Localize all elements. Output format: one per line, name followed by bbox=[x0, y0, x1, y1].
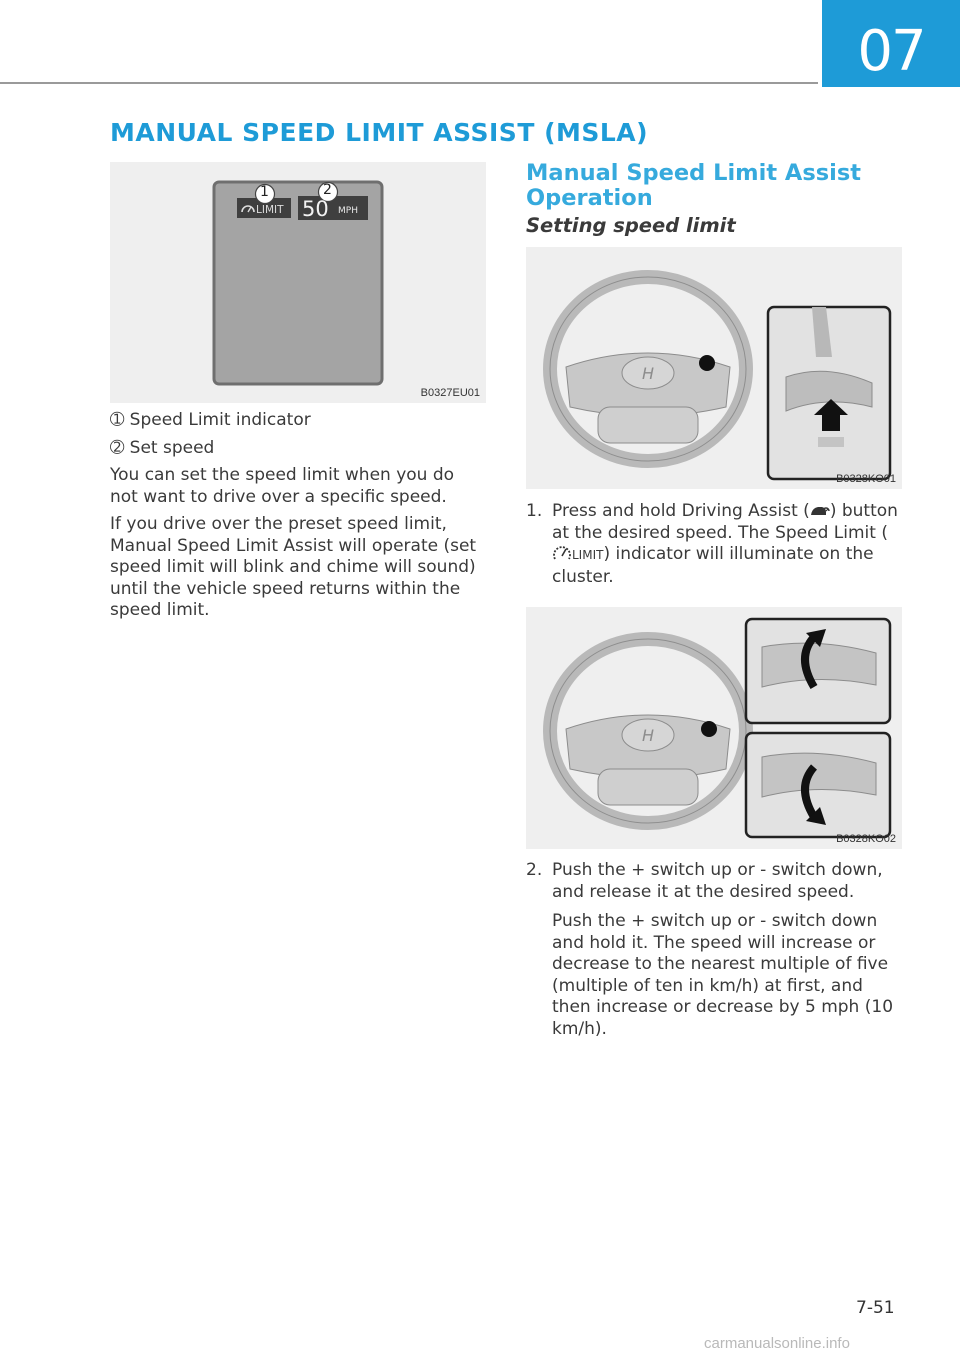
legend-number: ➀ bbox=[110, 410, 125, 430]
callout-2: 2 bbox=[323, 182, 332, 198]
svg-text:H: H bbox=[641, 726, 655, 745]
step-text bbox=[552, 501, 906, 588]
figure-cluster-display bbox=[110, 162, 486, 403]
page-number: 7-51 bbox=[856, 1298, 895, 1318]
step-text-part: ) indicator will illuminate on the cluster. bbox=[552, 544, 874, 587]
header-rule bbox=[0, 82, 818, 84]
callout-1: 1 bbox=[260, 184, 269, 200]
section-title: MANUAL SPEED LIMIT ASSIST (MSLA) bbox=[110, 118, 649, 147]
driving-assist-icon bbox=[810, 503, 830, 519]
step-text-part: ) button at the desired speed. The Speed Limit ( bbox=[552, 501, 898, 543]
figure-steering-wheel-button bbox=[526, 247, 902, 489]
figure-code: B0327EU01 bbox=[420, 387, 480, 399]
cluster-display-illustration bbox=[110, 162, 486, 403]
figure-code: B0328KO02 bbox=[836, 833, 896, 845]
step-1 bbox=[526, 501, 906, 596]
speed-limit-icon bbox=[552, 544, 572, 562]
step-text-part: Press and hold Driving Assist ( bbox=[552, 501, 810, 521]
step-2 bbox=[526, 860, 906, 1048]
step-number: 1. bbox=[526, 501, 543, 521]
operation-title: Manual Speed Limit Assist Operation bbox=[526, 160, 861, 211]
watermark: carmanualsonline.info bbox=[704, 1335, 850, 1352]
chapter-number: 07 bbox=[857, 19, 925, 84]
speed-unit: MPH bbox=[338, 206, 358, 216]
steering-wheel-illustration bbox=[526, 247, 902, 489]
step-text: Push the + switch up or - switch down, and release it at the desired speed. bbox=[552, 860, 883, 902]
legend-item bbox=[110, 410, 486, 432]
svg-text:H: H bbox=[641, 364, 655, 383]
legend-item bbox=[110, 438, 486, 460]
step-text: Push the + switch up or - switch down and hold it. The speed will increase or decrease to the nearest multiple of five (multiple of ten in km/h) at first, and then increase or decrease by 5 mph (10 km/h). bbox=[552, 911, 894, 1039]
chapter-tab bbox=[822, 0, 960, 87]
speed-limit-icon-label: LIMIT bbox=[572, 548, 604, 562]
figure-steering-wheel-switch bbox=[526, 607, 902, 849]
legend-label: Speed Limit indicator bbox=[129, 410, 311, 430]
legend-label: Set speed bbox=[129, 437, 215, 458]
limit-label: LIMIT bbox=[256, 204, 284, 216]
legend-number: ➁ bbox=[110, 437, 125, 458]
paragraph: If you drive over the preset speed limit, Manual Speed Limit Assist will operate (set speed limit will blink and chime will sound) until the vehicle speed returns within the speed limit. bbox=[110, 514, 477, 620]
steering-wheel-switch-illustration bbox=[526, 607, 902, 849]
operation-subtitle: Setting speed limit bbox=[526, 214, 736, 237]
legend-list bbox=[110, 410, 486, 628]
step-number: 2. bbox=[526, 860, 543, 880]
speed-value: 50 bbox=[302, 197, 329, 221]
paragraph: You can set the speed limit when you do not want to drive over a specific speed. bbox=[110, 465, 455, 507]
figure-code: B0328KO01 bbox=[836, 473, 896, 485]
